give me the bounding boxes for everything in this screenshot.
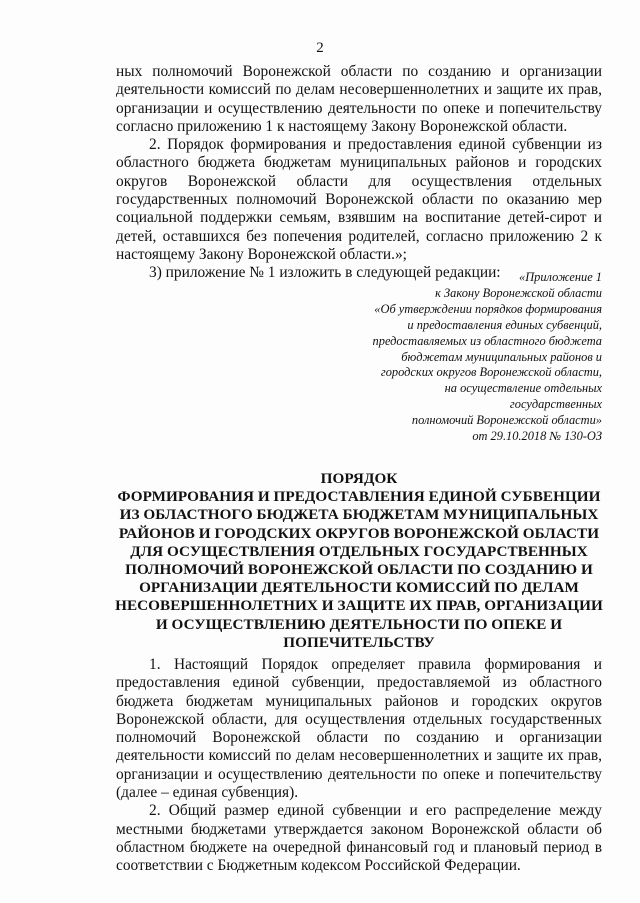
appendix-line: бюджетам муниципальных районов и [401,349,602,364]
title-line: ФОРМИРОВАНИЯ И ПРЕДОСТАВЛЕНИЯ ЕДИНОЙ СУБВЕНЦИИ [117,488,601,506]
paragraph-section-1: 1. Настоящий Порядок определяет правила формирования и предоставления единой субвенции, предоставляемой из областного бюджета бюджетам муниципальных районов и городских округов Воронежской области, для осуществления отдельных государственных полномочий Воронежской области по созданию и организации деятельности комиссий по делам несовершеннолетних и защите их прав, организации и осуществлению деятельности по опеке и попечительству (далее – единая субвенция). [116,656,602,802]
title-line: ОРГАНИЗАЦИИ ДЕЯТЕЛЬНОСТИ КОМИССИЙ ПО ДЕЛАМ [139,579,579,597]
appendix-reference [322,270,602,445]
top-text-block [116,63,602,283]
appendix-line: на осуществление отдельных [444,381,602,396]
paragraph-section-2: 2. Общий размер единой субвенции и его распределение между местными бюджетами утверждается законом Воронежской области об областном бюджете на очередной финансовый год и плановый период в соответствии с Бюджетным кодексом Российской Федерации. [116,802,602,875]
appendix-line: от 29.10.2018 № 130-ОЗ [472,429,602,444]
title-line: ИЗ ОБЛАСТНОГО БЮДЖЕТА БЮДЖЕТАМ МУНИЦИПАЛЬНЫХ [119,506,599,524]
title-line: ПОПЕЧИТЕЛЬСТВУ [283,633,435,651]
title-line: РАЙОНОВ И ГОРОДСКИХ ОКРУГОВ ВОРОНЕЖСКОЙ ОБЛАСТИ [118,524,600,542]
page-number: 2 [316,40,324,56]
appendix-line: предоставляемых из областного бюджета [372,333,602,348]
appendix-line: «Об утверждении порядков формирования [374,301,602,316]
appendix-line: и предоставления единых субвенций, [407,317,602,332]
paragraph-item-2: 2. Порядок формирования и предоставления единой субвенции из областного бюджета бюджетам муниципальных районов и городских округов Воронежской области для осуществления отдельных государственных полномочий Воронежской области по оказанию мер социальной поддержки семьям, взявшим на воспитание детей-сирот и детей, оставшихся без попечения родителей, согласно приложению 2 к настоящему Закону Воронежской области.»; [116,136,602,263]
paragraph-continuation: ных полномочий Воронежской области по созданию и организации деятельности комиссий по делам несовершеннолетних и защите их прав, организации и осуществлению деятельности по опеке и попечительству согласно приложению 1 к настоящему Закону Воронежской области. [116,63,602,135]
appendix-line: городских округов Воронежской области, [380,365,602,380]
appendix-line: полномочий Воронежской области» [411,413,602,428]
appendix-line: государственных [509,397,602,412]
title-line: ПОЛНОМОЧИЙ ВОРОНЕЖСКОЙ ОБЛАСТИ ПО СОЗДАНИЮ И [125,561,593,579]
title-line: НЕСОВЕРШЕННОЛЕТНИХ И ЗАЩИТЕ ИХ ПРАВ, ОРГАНИЗАЦИИ [115,597,603,615]
title-heading: ПОРЯДОК [320,470,398,487]
title-line: ДЛЯ ОСУЩЕСТВЛЕНИЯ ОТДЕЛЬНЫХ ГОСУДАРСТВЕННЫХ [130,542,588,560]
appendix-line: к Закону Воронежской области [435,285,602,300]
document-title [112,470,606,652]
appendix-line: «Приложение 1 [519,270,602,284]
title-line: И ОСУЩЕСТВЛЕНИЮ ДЕЯТЕЛЬНОСТИ ПО ОПЕКЕ И [155,615,563,633]
bottom-text-block [116,656,602,876]
paragraph-item-3: 3) приложение № 1 изложить в следующей редакции: [149,264,501,282]
